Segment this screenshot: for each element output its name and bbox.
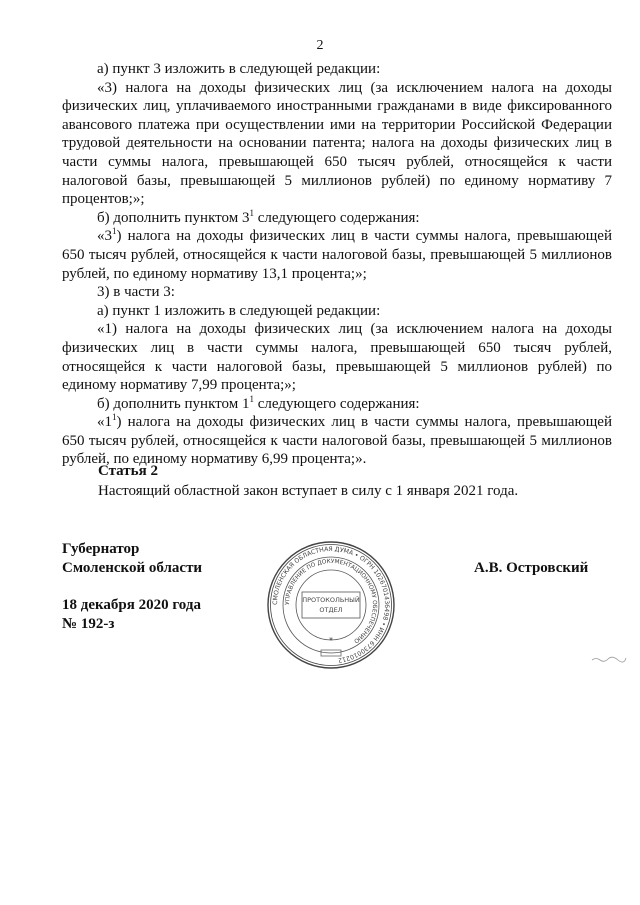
seal-star-icon: * [329,636,333,645]
paragraph: б) дополнить пунктом $1^1$ следующего содержания: [97,393,420,412]
paragraph: а) пункт 1 изложить в следующей редакции: [97,302,381,319]
paragraph: 3) в части 3: [97,284,175,301]
paragraph: а) пункт 3 изложить в следующей редакции: [97,61,381,77]
official-seal [266,540,396,670]
seal-outer-text: СМОЛЕНСКАЯ ОБЛАСТНАЯ ДУМА • ОГРН 1026701436498 • ИНН 6730010212 [271,545,391,664]
margin-mark [590,648,630,668]
law-date: 18 декабря 2020 года [62,597,201,613]
signatory-name: А.В. Островский [474,560,589,576]
paragraph: «1) налога на доходы физических лиц (за исключением налога на доходы физических лиц в части суммы налога, превышающей 650 тысяч рублей, относящейся к части налоговой базы, превышающей 5 миллионов рублей) по единому нормативу 7,99 процента;»; [62,321,612,394]
seal-center-line1: ПРОТОКОЛЬНЫЙ [302,596,360,604]
page-number: 2 [316,38,324,53]
law-number: № 192-з [62,616,115,632]
seal-inner-text: УПРАВЛЕНИЕ ПО ДОКУМЕНТАЦИОННОМУ ОБЕСПЕЧЕНИЮ [284,558,378,644]
paragraph: «3) налога на доходы физических лиц (за исключением налога на доходы физических лиц, уплачиваемого иностранными гражданами в виде фиксированного авансового платежа при осуществлении ими на территории Российской Федерации трудовой деятельности на основании патента; налога на доходы физических лиц в части суммы налога, превышающей 650 тысяч рублей, относящейся к части налоговой базы, превышающей 5 миллионов рублей) по единому нормативу 7 процентов;»; [62,79,612,208]
paragraph: б) дополнить пунктом $3^1$ следующего содержания: [97,207,420,226]
law-date-number [62,596,201,634]
article-title: Статья 2 [98,463,158,479]
paragraph: «$3^1$) налога на доходы физических лиц в части суммы налога, превышающей 650 тысяч рублей, относящейся к части налоговой базы, превышающей 5 миллионов рублей, по единому нормативу 13,1 процента;»; [62,226,612,282]
article-text: Настоящий областной закон вступает в силу с 1 января 2021 года. [98,483,519,499]
paragraph: «$1^1$) налога на доходы физических лиц в части суммы налога, превышающей 650 тысяч рублей, относящейся к части налоговой базы, превышающей 5 миллионов рублей, по единому нормативу 6,99 процента;». [62,412,612,468]
seal-center-line2: ОТДЕЛ [319,606,343,614]
signatory-position: Губернатор Смоленской области [62,541,203,576]
document-body [62,60,612,469]
